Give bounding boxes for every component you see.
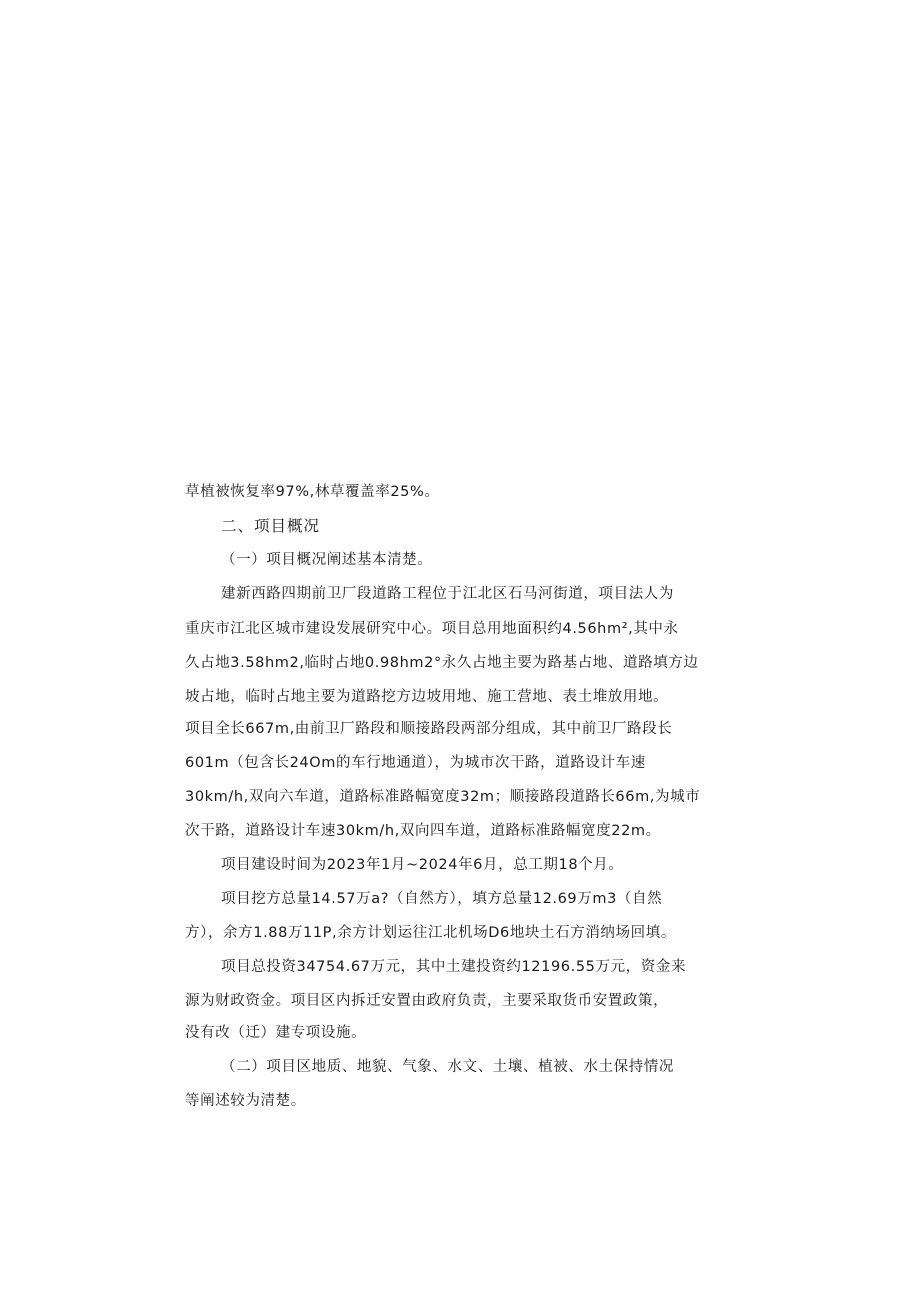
text-line: 没有改（迁）建专项设施。 <box>185 1025 367 1041</box>
text-line: 源为财政资金。项目区内拆迁安置由政府负责，主要采取货币安置政策， <box>185 993 669 1009</box>
text-line: 方），余方1.88万11P,余方计划运往江北机场D6地块土石方消纳场回填。 <box>185 925 676 941</box>
text-line: 项目建设时间为2023年1月~2024年6月，总工期18个月。 <box>221 857 624 873</box>
text-line: 次干路，道路设计车速30km∕h,双向四车道，道路标准路幅宽度22m。 <box>185 823 661 839</box>
text-line: 等阐述较为清楚。 <box>185 1093 306 1109</box>
text-line: 项目总投资34754.67万元，其中土建投资约12196.55万元，资金来 <box>221 959 687 975</box>
subsection-heading: （一）项目概况阐述基本清楚。 <box>221 552 433 568</box>
text-line: 30km∕h,双向六车道，道路标准路幅宽度32m；顺接路段道路长66m,为城市 <box>185 789 701 805</box>
text-line: 坡占地，临时占地主要为道路挖方边坡用地、施工营地、表土堆放用地。 <box>185 689 669 705</box>
text-line: 重庆市江北区城市建设发展研究中心。项目总用地面积约4.56hm²,其中永 <box>185 621 679 637</box>
text-line: 项目全长667m,由前卫厂路段和顺接路段两部分组成，其中前卫厂路段长 <box>185 721 673 737</box>
text-line: 项目挖方总量14.57万a?（自然方），填方总量12.69万m3（自然 <box>221 891 663 907</box>
text-line: 建新西路四期前卫厂段道路工程位于江北区石马河街道，项目法人为 <box>221 586 674 602</box>
subsection-heading: （二）项目区地质、地貌、气象、水文、土壤、植被、水土保持情况 <box>221 1059 674 1075</box>
text-line: 601m（包含长24Om的车行地通道），为城市次干路，道路设计车速 <box>185 755 646 771</box>
text-line: 久占地3.58hm2,临时占地0.98hm2°永久占地主要为路基占地、道路填方边 <box>185 655 699 671</box>
text-line: 草植被恢复率97%,林草覆盖率25%。 <box>185 484 440 500</box>
section-heading: 二、项目概况 <box>221 517 321 535</box>
